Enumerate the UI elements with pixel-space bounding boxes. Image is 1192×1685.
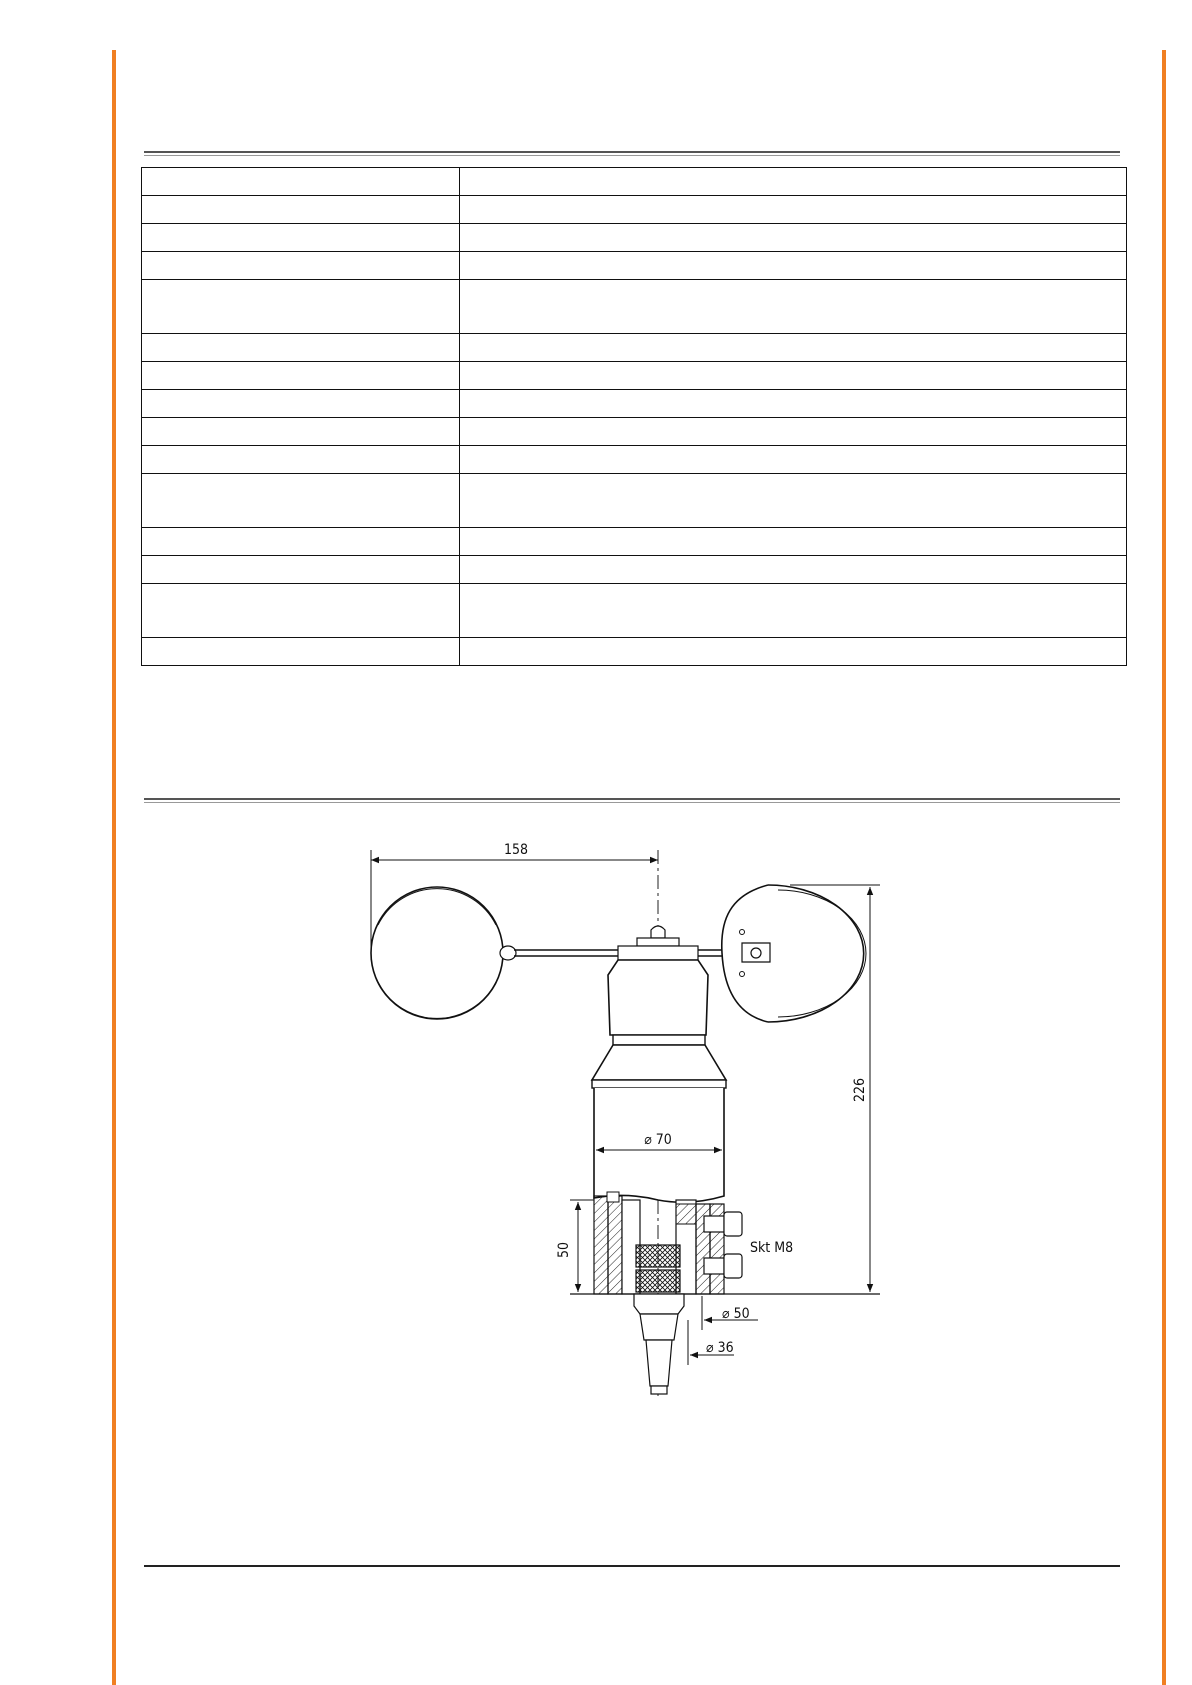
dim-mount-height-label: 50 [556, 1241, 572, 1259]
bolt-label: Skt M8 [750, 1240, 794, 1256]
bottom-diameter-dimensions [688, 1296, 758, 1365]
mounting-section [570, 1192, 880, 1294]
upper-housing [592, 960, 726, 1088]
main-body [594, 1088, 724, 1202]
right-cup [722, 885, 866, 1022]
footer-rule [144, 1565, 1120, 1567]
dim-mount-diameter-label: ⌀ 50 [722, 1306, 750, 1322]
dim-width-label: 158 [503, 842, 529, 858]
dim-height-label: 226 [852, 1077, 868, 1103]
dim-body-diameter-label: ⌀ 70 [644, 1132, 672, 1148]
dim-pipe-diameter-label: ⌀ 36 [706, 1340, 734, 1356]
mount-height-dimension [556, 1200, 594, 1292]
hub-nut [618, 926, 698, 960]
connector [634, 1294, 684, 1394]
left-cup [371, 887, 516, 1019]
